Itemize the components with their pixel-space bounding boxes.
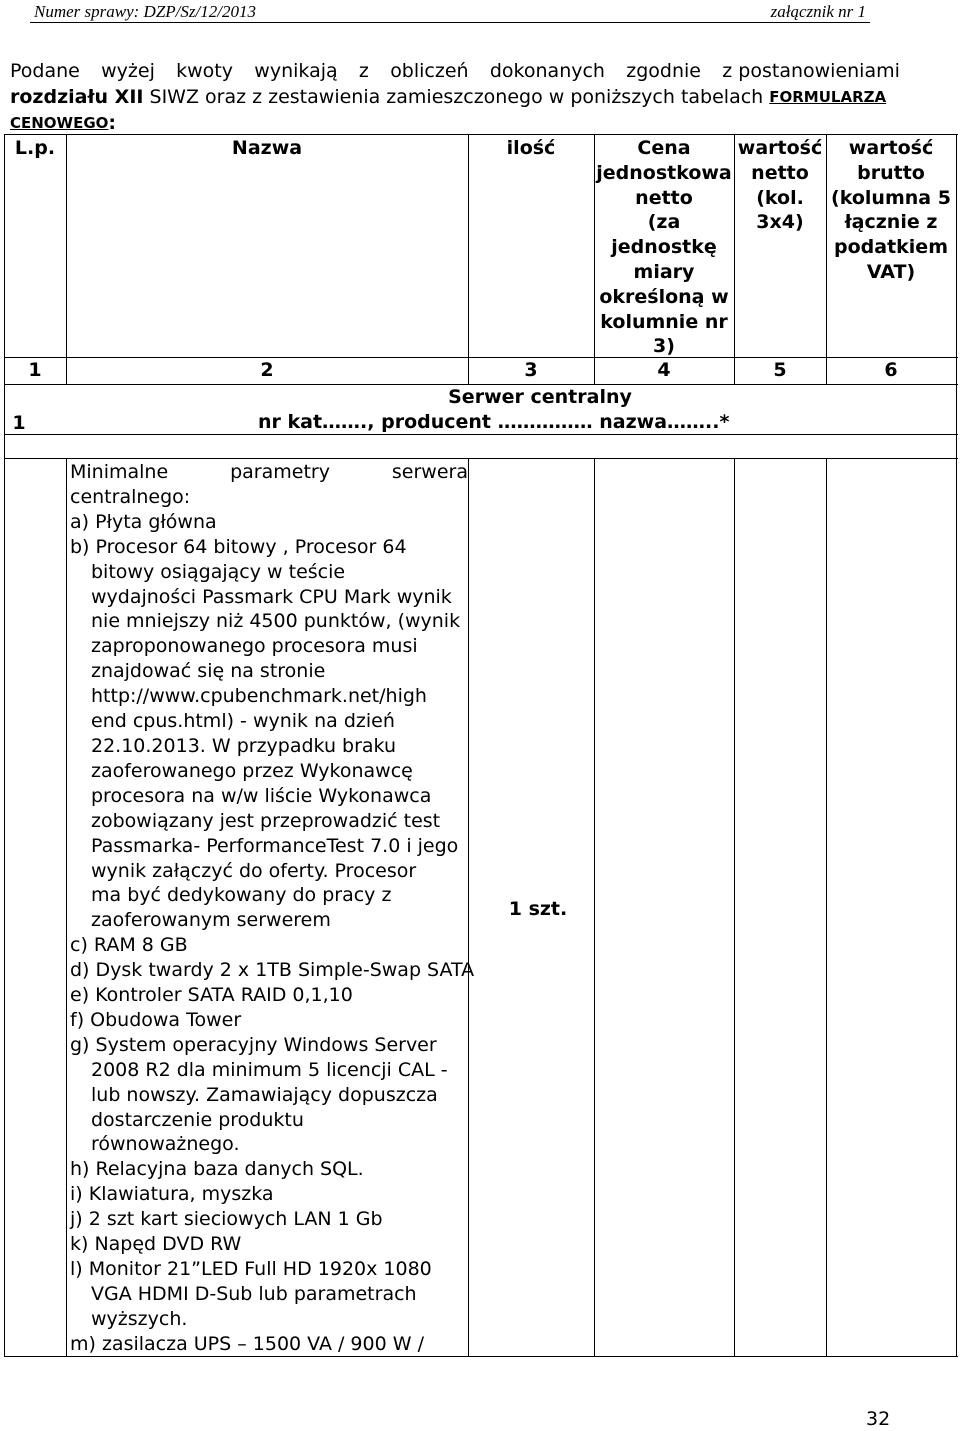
intro-form-word-2: CENOWEGO: [10, 114, 109, 132]
spec-line: ma być dedykowany do pracy z: [91, 884, 392, 907]
intro-line-1: [10, 58, 900, 84]
intro-line-3: [10, 110, 900, 136]
spec-line: l) Monitor 21”LED Full HD 1920x 1080: [70, 1258, 432, 1280]
item-subtitle: nr kat……., producent …………… nazwa……..*: [258, 411, 730, 433]
spec-line: 2008 R2 dla minimum 5 licencji CAL -: [91, 1058, 448, 1081]
intro-word: z postanowieniami: [722, 60, 900, 82]
header-line: łącznie z: [844, 211, 938, 234]
intro-form-word-1: FORMULARZA: [769, 88, 887, 106]
spec-word: serwera: [391, 461, 468, 483]
spec-line: g) System operacyjny Windows Server: [70, 1033, 437, 1056]
header-line: wartość: [848, 137, 934, 159]
spec-line: centralnego:: [70, 485, 191, 508]
spec-list: [70, 460, 475, 1357]
document-header: [30, 2, 870, 23]
header-line: (kol.: [756, 186, 804, 209]
spec-line: Passmarka- PerformanceTest 7.0 i jego: [91, 834, 459, 857]
header-lp: L.p.: [14, 137, 56, 159]
spec-line: j) 2 szt kart sieciowych LAN 1 Gb: [70, 1208, 383, 1231]
header-gross-value: [826, 136, 956, 285]
header-line: brutto: [857, 161, 925, 184]
spec-line: zaoferowanym serwerem: [91, 909, 331, 932]
column-number-5: 5: [773, 359, 787, 381]
spec-line: d) Dysk twardy 2 x 1TB Simple-Swap SATA: [70, 959, 475, 982]
spec-line: k) Napęd DVD RW: [70, 1233, 242, 1256]
spec-line: 22.10.2013. W przypadku braku: [91, 734, 397, 757]
spec-line: [70, 460, 468, 485]
header-line: netto: [635, 186, 693, 209]
spec-line: równoważnego.: [91, 1133, 240, 1156]
spec-line: c) RAM 8 GB: [70, 934, 188, 957]
header-unit-price: [594, 136, 734, 359]
header-line: określoną w: [599, 285, 729, 308]
spec-line: znajdować się na stronie: [91, 660, 326, 683]
header-quantity: ilość: [506, 137, 556, 159]
spec-line: zaoferowanego przez Wykonawcę: [91, 759, 413, 782]
header-line: (kolumna 5: [831, 186, 951, 209]
spec-line: m) zasilacza UPS – 1500 VA / 900 W /: [70, 1332, 424, 1355]
intro-word: wyżej: [101, 60, 155, 82]
item-title: Serwer centralny: [448, 386, 632, 408]
intro-chapter: rozdziału XII: [10, 86, 144, 108]
column-number-4: 4: [657, 359, 671, 381]
header-line: Cena: [637, 137, 691, 159]
header-line: podatkiem: [834, 236, 948, 259]
header-line: 3): [653, 335, 675, 358]
intro-text: SIWZ oraz z zestawienia zamieszczonego w poniższych tabelach: [143, 86, 770, 108]
spec-line: dostarczenie produktu: [91, 1108, 304, 1131]
item-quantity: 1 szt.: [508, 898, 568, 920]
spec-word: parametry: [230, 461, 330, 483]
header-name: Nazwa: [231, 137, 303, 159]
intro-word: Podane: [10, 60, 80, 82]
intro-colon: :: [108, 112, 117, 134]
spec-line: wyższych.: [91, 1307, 188, 1330]
spec-line: a) Płyta główna: [70, 510, 217, 533]
spec-line: end cpus.html) - wynik na dzień: [91, 710, 395, 733]
column-number-3: 3: [524, 359, 538, 381]
header-line: miary: [633, 260, 695, 283]
column-number-1: 1: [28, 359, 42, 381]
spec-line: bitowy osiągający w teście: [91, 560, 346, 583]
spec-line: f) Obudowa Tower: [70, 1008, 242, 1031]
intro-word: z: [358, 60, 369, 82]
page-number: 32: [866, 1408, 891, 1430]
intro-paragraph: [10, 58, 900, 136]
spec-line: nie mniejszy niż 4500 punktów, (wynik: [91, 610, 461, 633]
intro-word: kwoty: [176, 60, 234, 82]
spec-line: wydajności Passmark CPU Mark wynik: [91, 585, 452, 608]
header-line: (za: [647, 211, 681, 234]
spec-line: http://www.cpubenchmark.net/high: [91, 685, 427, 708]
spec-line: lub nowszy. Zamawiający dopuszcza: [91, 1083, 438, 1106]
attachment-label: załącznik nr 1: [770, 2, 866, 21]
spec-line: zobowiązany jest przeprowadzić test: [91, 809, 441, 832]
spec-line: i) Klawiatura, myszka: [70, 1183, 274, 1206]
spec-line: h) Relacyjna baza danych SQL.: [70, 1158, 364, 1181]
intro-line-2: [10, 84, 900, 110]
spec-line: wynik załączyć do oferty. Procesor: [91, 859, 417, 882]
spec-line: procesora na w/w liście Wykonawca: [91, 784, 432, 807]
intro-word: obliczeń: [390, 60, 469, 82]
header-line: netto: [751, 161, 809, 184]
intro-word: zgodnie: [626, 60, 701, 82]
header-net-value: [734, 136, 826, 235]
spec-line: VGA HDMI D-Sub lub parametrach: [91, 1282, 417, 1305]
header-line: kolumnie nr: [600, 310, 728, 333]
case-number: Numer sprawy: DZP/Sz/12/2013: [34, 2, 256, 21]
spec-line: e) Kontroler SATA RAID 0,1,10: [70, 984, 353, 1007]
header-line: jednostkę: [611, 236, 717, 259]
header-line: VAT): [866, 260, 916, 283]
column-number-2: 2: [260, 359, 274, 381]
intro-word: wynikają: [254, 60, 338, 82]
column-number-6: 6: [884, 359, 898, 381]
spec-line: zaproponowanego procesora musi: [91, 635, 418, 658]
header-line: 3x4): [756, 211, 804, 234]
header-line: jednostkowa: [596, 161, 732, 184]
intro-word: dokonanych: [489, 60, 605, 82]
spec-word: Minimalne: [70, 461, 169, 483]
spec-line: b) Procesor 64 bitowy , Procesor 64: [70, 535, 407, 558]
header-line: wartość: [737, 137, 823, 159]
item-lp: 1: [12, 412, 26, 434]
